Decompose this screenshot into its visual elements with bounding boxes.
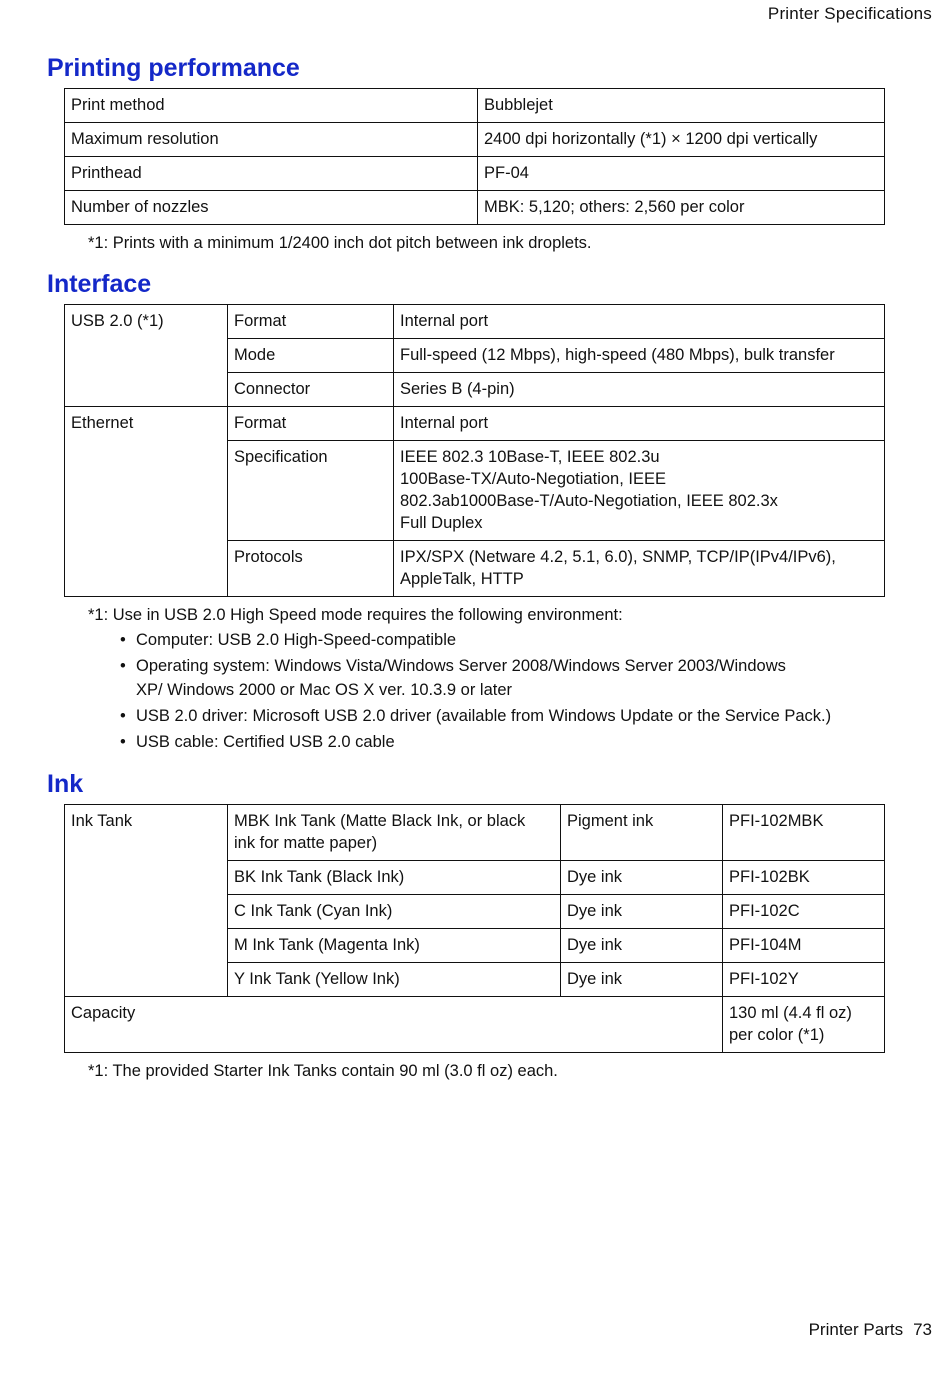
ink-model: PFI-102Y bbox=[723, 963, 885, 997]
row-value bbox=[394, 441, 885, 541]
row-value: PF-04 bbox=[478, 157, 885, 191]
value-line: IEEE 802.3 10Base-T, IEEE 802.3u bbox=[400, 448, 660, 466]
tank-name: C Ink Tank (Cyan Ink) bbox=[228, 895, 561, 929]
ink-tank-label: Ink Tank bbox=[65, 805, 228, 997]
list-item-line: • Operating system: Windows Vista/Windows Server 2008/Windows Server 2003/Windows bbox=[136, 657, 786, 675]
usb-label: USB 2.0 (*1) bbox=[65, 305, 228, 407]
interface-table bbox=[64, 304, 885, 597]
list-item-line: • USB cable: Certified USB 2.0 cable bbox=[136, 733, 395, 751]
row-value: 2400 dpi horizontally (*1) × 1200 dpi vertically bbox=[478, 123, 885, 157]
page-number: 73 bbox=[913, 1320, 932, 1339]
running-footer bbox=[809, 1320, 932, 1340]
row-value: Full-speed (12 Mbps), high-speed (480 Mbps), bulk transfer bbox=[394, 339, 885, 373]
table-row bbox=[65, 123, 885, 157]
row-key: Mode bbox=[228, 339, 394, 373]
ink-type: Dye ink bbox=[561, 963, 723, 997]
printing-performance-table bbox=[64, 88, 885, 225]
ethernet-label: Ethernet bbox=[65, 407, 228, 597]
value-line: 100Base-TX/Auto-Negotiation, IEEE bbox=[400, 470, 666, 488]
tank-name bbox=[228, 805, 561, 861]
list-item bbox=[118, 654, 878, 702]
value-line: 802.3ab1000Base-T/Auto-Negotiation, IEEE 802.3x bbox=[400, 492, 778, 510]
section-title-printing-performance: Printing performance bbox=[47, 54, 300, 82]
capacity-label: Capacity bbox=[65, 997, 723, 1053]
list-item-line: • Computer: USB 2.0 High-Speed-compatible bbox=[136, 631, 457, 649]
tank-name: Y Ink Tank (Yellow Ink) bbox=[228, 963, 561, 997]
row-key: Format bbox=[228, 305, 394, 339]
tank-name-line: MBK Ink Tank (Matte Black Ink, or black bbox=[234, 812, 526, 830]
capacity-line: per color (*1) bbox=[729, 1026, 825, 1044]
row-key: Connector bbox=[228, 373, 394, 407]
section-title-ink: Ink bbox=[47, 770, 84, 798]
row-value: Bubblejet bbox=[478, 89, 885, 123]
list-item-line: XP/ Windows 2000 or Mac OS X ver. 10.3.9 or later bbox=[136, 681, 513, 699]
row-label: Print method bbox=[65, 89, 478, 123]
table-row bbox=[65, 407, 885, 441]
list-item bbox=[118, 704, 878, 728]
list-item bbox=[118, 730, 878, 754]
table-row bbox=[65, 191, 885, 225]
list-item bbox=[118, 628, 878, 652]
row-label: Printhead bbox=[65, 157, 478, 191]
tank-name: BK Ink Tank (Black Ink) bbox=[228, 861, 561, 895]
ink-type: Dye ink bbox=[561, 895, 723, 929]
tank-name-line: ink for matte paper) bbox=[234, 834, 378, 852]
ink-model: PFI-102MBK bbox=[723, 805, 885, 861]
row-value bbox=[394, 541, 885, 597]
value-line: Full Duplex bbox=[400, 514, 483, 532]
footnote-ink: *1: The provided Starter Ink Tanks contain 90 ml (3.0 fl oz) each. bbox=[88, 1062, 558, 1080]
row-key: Specification bbox=[228, 441, 394, 541]
ink-type: Pigment ink bbox=[561, 805, 723, 861]
table-row bbox=[65, 157, 885, 191]
section-title-interface: Interface bbox=[47, 270, 152, 298]
usb-environment-list bbox=[118, 628, 878, 756]
capacity-line: 130 ml (4.4 fl oz) bbox=[729, 1004, 852, 1022]
ink-table bbox=[64, 804, 885, 1053]
row-value: Internal port bbox=[394, 305, 885, 339]
footnote-usb: *1: Use in USB 2.0 High Speed mode requires the following environment: bbox=[88, 606, 623, 624]
row-label: Number of nozzles bbox=[65, 191, 478, 225]
value-line: IPX/SPX (Netware 4.2, 5.1, 6.0), SNMP, TCP/IP(IPv4/IPv6), bbox=[400, 548, 836, 566]
row-label: Maximum resolution bbox=[65, 123, 478, 157]
row-key: Format bbox=[228, 407, 394, 441]
running-header: Printer Specifications bbox=[767, 4, 932, 23]
ink-type: Dye ink bbox=[561, 861, 723, 895]
list-item-line: • USB 2.0 driver: Microsoft USB 2.0 driver (available from Windows Update or the Service Pack.) bbox=[136, 707, 832, 725]
table-row bbox=[65, 89, 885, 123]
ink-type: Dye ink bbox=[561, 929, 723, 963]
value-line: AppleTalk, HTTP bbox=[400, 570, 524, 588]
row-key: Protocols bbox=[228, 541, 394, 597]
ink-model: PFI-102C bbox=[723, 895, 885, 929]
row-value: Internal port bbox=[394, 407, 885, 441]
footer-section: Printer Parts bbox=[808, 1320, 904, 1339]
table-row bbox=[65, 805, 885, 861]
tank-name: M Ink Tank (Magenta Ink) bbox=[228, 929, 561, 963]
table-row bbox=[65, 305, 885, 339]
ink-model: PFI-102BK bbox=[723, 861, 885, 895]
table-row bbox=[65, 997, 885, 1053]
ink-model: PFI-104M bbox=[723, 929, 885, 963]
footnote-resolution: *1: Prints with a minimum 1/2400 inch dot pitch between ink droplets. bbox=[88, 234, 592, 252]
row-value: MBK: 5,120; others: 2,560 per color bbox=[478, 191, 885, 225]
capacity-value bbox=[723, 997, 885, 1053]
row-value: Series B (4-pin) bbox=[394, 373, 885, 407]
